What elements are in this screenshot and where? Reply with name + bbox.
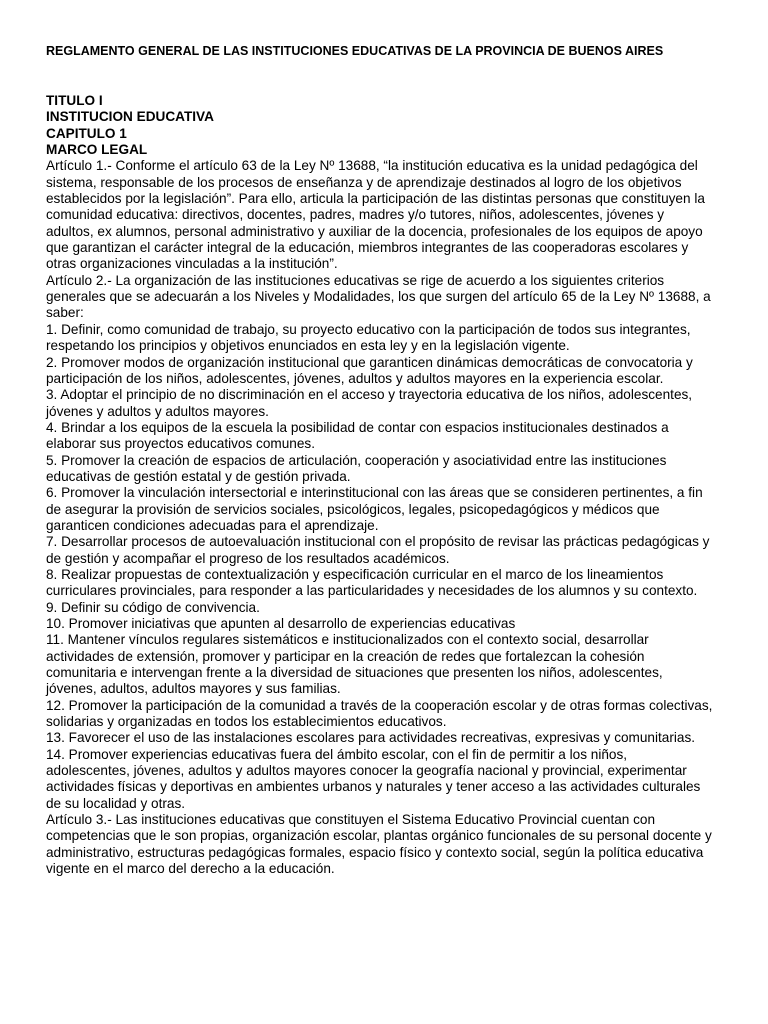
text-line: 13. Favorecer el uso de las instalaciones escolares para actividades recreativas, expresivas y comunitarias. (46, 730, 696, 746)
text-line: de asegurar la provisión de servicios sociales, psicológicos, legales, psicopedagógicos y médicos que (46, 501, 660, 517)
heading-titulo: TITULO I (46, 93, 103, 108)
text-line: de gestión y acompañar el progreso de los resultados académicos. (46, 550, 450, 566)
text-line: que garantizan el carácter integral de la educación, miembros integrantes de las cooperadoras escolares y (46, 240, 689, 256)
text-line: generales que se adecuarán a los Niveles y Modalidades, los que surgen del artículo 65 de la Ley Nº 13688, a (46, 289, 711, 305)
text-line: sistema, responsable de los procesos de enseñanza y de aprendizaje destinados al logro de los objetivos (46, 174, 682, 190)
text-line: de su localidad y otras. (46, 795, 186, 811)
text-line: 10. Promover iniciativas que apunten al desarrollo de experiencias educativas (46, 616, 516, 631)
text-line: garanticen condiciones adecuadas para el aprendizaje. (46, 517, 379, 533)
heading-institucion: INSTITUCION EDUCATIVA (46, 109, 214, 125)
text-line: otras organizaciones vinculadas a la institución”. (46, 256, 338, 272)
text-line: educativas de gestión estatal y de gestión privada. (46, 468, 351, 484)
text-line: participación de los niños, adolescentes, jóvenes, adultos y adultos mayores en la experiencia escolar. (46, 370, 664, 386)
text-line: adultos, ex alumnos, personal administrativo y auxiliar de la docencia, profesionales de los equipos de apoyo (46, 223, 703, 239)
text-line: 2. Promover modos de organización institucional que garanticen dinámicas democráticas de convocatoria y (46, 354, 693, 370)
text-line: competencias que le son propias, organización escolar, plantas orgánico funcionales de su personal docente y (46, 828, 712, 844)
text-line: elaborar sus proyectos educativos comunes. (46, 436, 315, 452)
text-line: comunitaria e intervengan frente a la diversidad de situaciones que presenten los niños, adolescentes, (46, 665, 663, 681)
document-title: REGLAMENTO GENERAL DE LAS INSTITUCIONES EDUCATIVAS DE LA PROVINCIA DE BUENOS AIRES (46, 44, 664, 58)
text-line: 12. Promover la participación de la comunidad a través de la cooperación escolar y de otras formas colectivas, (46, 697, 713, 713)
text-line: solidarias y organizadas en todos los establecimientos educativos. (46, 714, 447, 730)
text-line: Artículo 3.- Las instituciones educativas que constituyen el Sistema Educativo Provincial cuentan con (46, 812, 656, 828)
document-body (46, 93, 736, 878)
text-line: 5. Promover la creación de espacios de articulación, cooperación y asociatividad entre las instituciones (46, 452, 667, 468)
text-line: 14. Promover experiencias educativas fuera del ámbito escolar, con el fin de permitir a los niños, (46, 746, 628, 762)
text-line: adolescentes, jóvenes, adultos y adultos mayores conocer la geografía nacional y provincial, experimentar (46, 763, 687, 779)
text-line: vigente en el marco del derecho a la educación. (46, 861, 335, 877)
text-line: 8. Realizar propuestas de contextualización y especificación curricular en el marco de los lineamientos (46, 566, 664, 582)
text-line: administrativo, estructuras pedagógicas formales, espacio físico y contexto social, según la política educativa (46, 844, 704, 860)
text-line: 4. Brindar a los equipos de la escuela la posibilidad de contar con espacios institucionales destinados a (46, 419, 669, 435)
text-line: establecidos por la legislación”. Para ello, articula la participación de las distintas personas que constituyen la (46, 191, 705, 207)
text-line: jóvenes y adultos y adultos mayores. (46, 403, 269, 419)
text-line: 6. Promover la vinculación intersectorial e interinstitucional con las áreas que se consideren pertinentes, a fin (46, 485, 703, 501)
heading-marco-legal: MARCO LEGAL (46, 142, 148, 158)
text-line: jóvenes, adultos, adultos mayores y sus familias. (46, 681, 341, 697)
text-line: Artículo 1.- Conforme el artículo 63 de la Ley Nº 13688, “la institución educativa es la unidad pedagógica del (46, 158, 698, 174)
text-line: actividades de extensión, promover y participar en la creación de redes que fortalezcan la cohesión (46, 648, 645, 664)
text-line: 3. Adoptar el principio de no discriminación en el acceso y trayectoria educativa de los niños, adolescentes, (46, 387, 693, 403)
heading-capitulo: CAPITULO 1 (46, 125, 127, 141)
text-line: saber: (46, 305, 84, 321)
text-line: comunidad educativa: directivos, docentes, padres, madres y/o tutores, niños, adolescentes, jóvenes y (46, 207, 665, 223)
text-line: 11. Mantener vínculos regulares sistemáticos e institucionalizados con el contexto social, desarrollar (46, 632, 649, 648)
text-line: actividades físicas y deportivas en ambientes urbanos y naturales y tener acceso a las actividades culturales (46, 779, 701, 795)
text-line: curriculares provinciales, para responder a las particularidades y necesidades de los alumnos y su contexto. (46, 583, 698, 599)
text-line: Artículo 2.- La organización de las instituciones educativas se rige de acuerdo a los siguientes criterios (46, 272, 665, 288)
text-line: 7. Desarrollar procesos de autoevaluación institucional con el propósito de revisar las prácticas pedagógicas y (46, 534, 710, 550)
text-line: 9. Definir su código de convivencia. (46, 599, 260, 615)
text-line: respetando los principios y objetivos enunciados en esta ley y en la legislación vigente. (46, 338, 570, 354)
text-line: 1. Definir, como comunidad de trabajo, su proyecto educativo con la participación de todos sus integrantes, (46, 321, 691, 337)
